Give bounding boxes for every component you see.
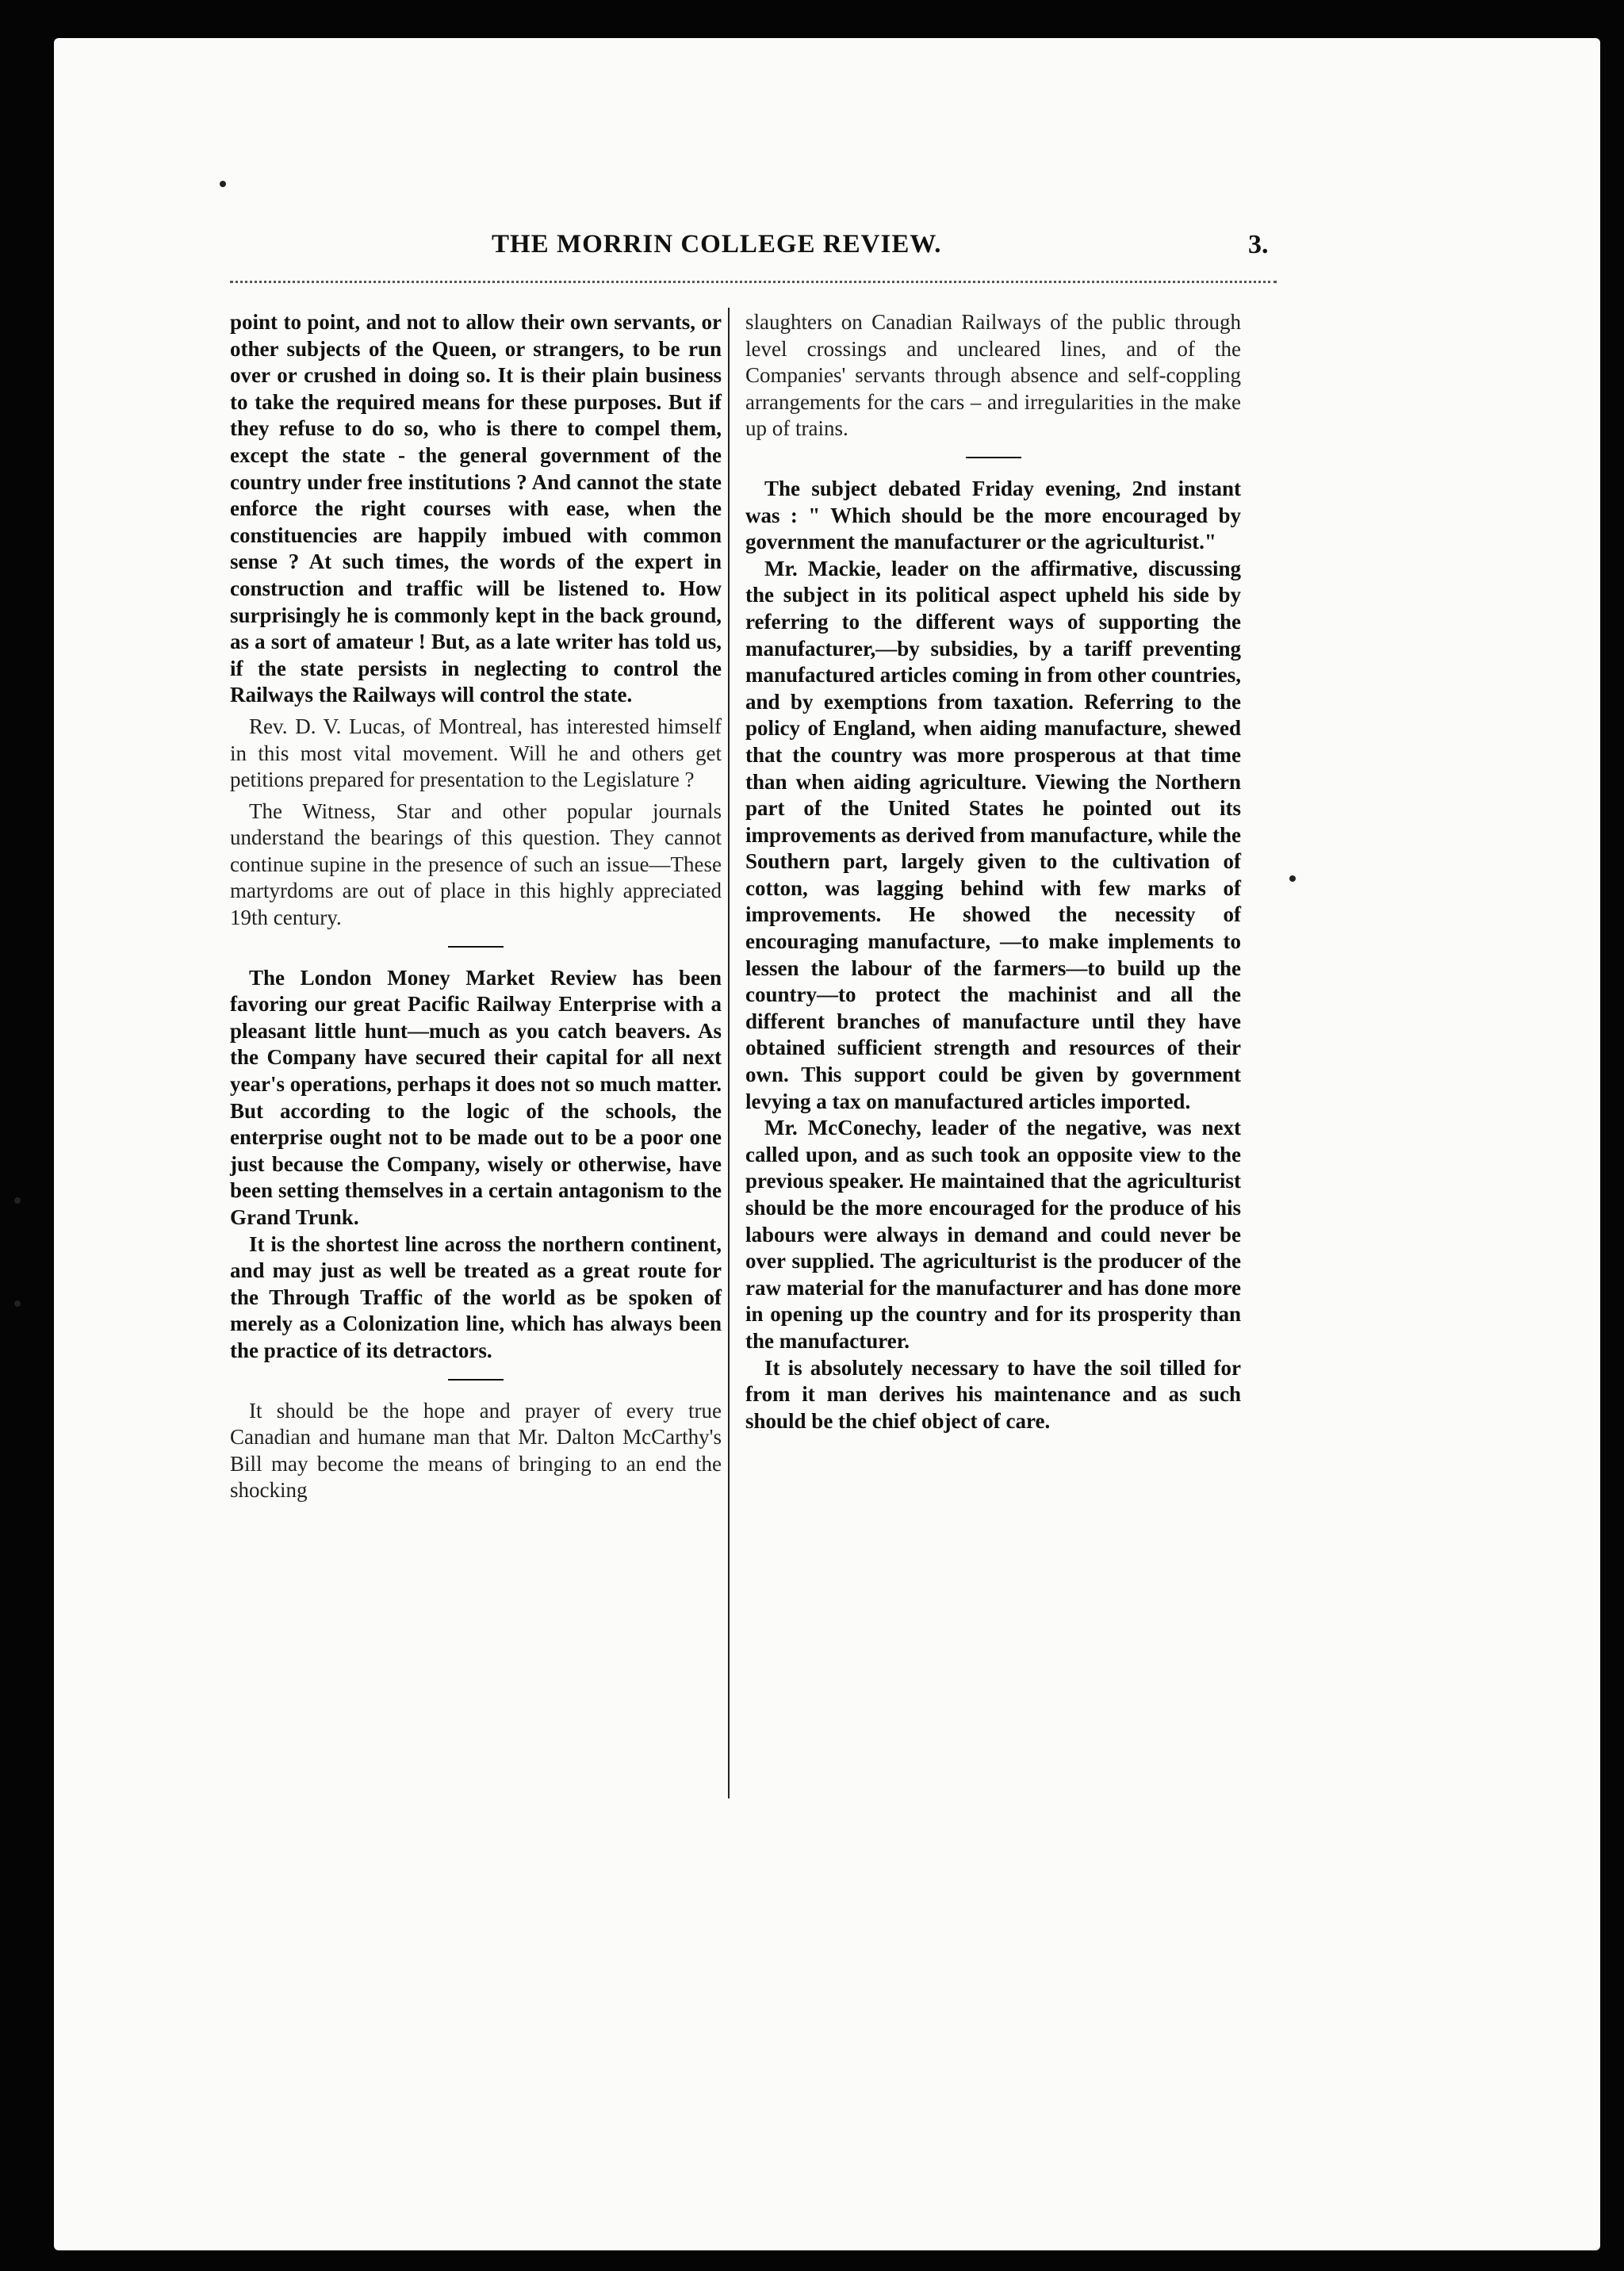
paragraph-money-market: The London Money Market Review has been favoring our great Pacific Railway Enterprise with a pleasant little hunt—much as you catch beavers. As the Company have secured their capital for all next year's operations, perhaps it does not so much matter. But according to the logic of the schools, the enterprise ought not to be made out to be a poor one just because the Company, wisely or otherwise, have been setting themselves in a certain antagonism to the Grand Trunk. (230, 965, 722, 1229)
paragraph-mccarthy-bill: It should be the hope and prayer of every true Canadian and humane man that Mr. Dalton McCarthy's Bill may become the means of bringing to an end the shocking (230, 1398, 722, 1503)
running-header: THE MORRIN COLLEGE REVIEW. (492, 230, 942, 259)
paragraph-rev-lucas: Rev. D. V. Lucas, of Montreal, has interested himself in this most vital movement. Will he and others get petitions prepared for presentation to the Legislature ? (230, 714, 722, 792)
paragraph-witness-star: The Witness, Star and other popular journals understand the bearings of this question. They cannot continue supine in the presence of such an issue—These martyrdoms are out of place in this highly appreciated 19th century. (230, 798, 722, 930)
page-number: 3. (1248, 230, 1269, 259)
section-divider (448, 946, 504, 948)
paragraph-shortest-line: It is the shortest line across the northern continent, and may just as well be treated as a great route for the Through Traffic of the world as be spoken of merely as a Colonization line, which has always been the practice of its detractors. (230, 1231, 722, 1362)
paragraph-mr-mcconechy: Mr. McConechy, leader of the negative, was next called upon, and as such took an opposite view to the previous speaker. He maintained that the agriculturist should be the more encouraged for the produce of his labours were always in demand and could never be over supplied. The agriculturist is the producer of the raw material for the manufacturer and has done more in opening up the country and for its prosperity than the manufacturer. (745, 1116, 1241, 1353)
paragraph-soil-tilled: It is absolutely necessary to have the soil tilled for from it man derives his maintenance and as such should be the chief object of care. (745, 1355, 1241, 1433)
scan-speck (14, 1197, 21, 1204)
right-column (745, 309, 1241, 1434)
paragraph-debate-subject: The subject debated Friday evening, 2nd instant was : " Which should be the more encouraged by government the manufacturer or the agriculturist." (745, 476, 1241, 554)
paragraph-railway-control: point to point, and not to allow their own servants, or other subjects of the Queen, or strangers, to be run over or crushed in doing so. It is their plain business to take the required means for these purposes. But if they refuse to do so, who is there to compel them, except the state - the general government of the country under free institutions ? And cannot the state enforce the right courses with ease, when the constituencies are happily imbued with common sense ? At such times, the words of the expert in construction and traffic will be listened to. How surprisingly he is commonly kept in the back ground, as a sort of amateur ! But, as a late writer has told us, if the state persists in neglecting to control the Railways the Railways will control the state. (230, 310, 722, 707)
left-column (230, 309, 722, 1504)
paragraph-slaughters: slaughters on Canadian Railways of the public through level crossings and uncleared lines, and of the Companies' servants through absence and self-coppling arrangements for the cars – and irregularities in the make up of trains. (745, 310, 1241, 441)
paragraph-mr-mackie: Mr. Mackie, leader on the affirmative, discussing the subject in its political aspect upheld his side by referring to the different ways of supporting the manufacturer,—by subsidies, by a tariff preventing manufactured articles coming in from other countries, and by exemptions from taxation. Referring to the policy of England, when aiding manufacture, shewed that the country was more prosperous at that time than when aiding agriculture. Viewing the Northern part of the United States he pointed out its improvements as derived from manufacture, while the Southern part, largely given to the cultivation of cotton, was lagging behind with few marks of improvements. He showed the necessity of encouraging manufacture, —to make implements to lessen the labour of the farmers—to build up the country—to protect the machinist and all the different branches of manufacture until they have obtained sufficient strength and resources of their own. This support could be given by government levying a tax on manufactured articles imported. (745, 556, 1241, 1113)
scan-speck (14, 1300, 21, 1307)
column-rule (728, 308, 730, 1798)
scan-speck (1289, 875, 1296, 882)
scan-speck (220, 181, 226, 187)
section-divider (966, 457, 1021, 458)
header-rule (230, 281, 1277, 283)
section-divider (448, 1379, 504, 1381)
